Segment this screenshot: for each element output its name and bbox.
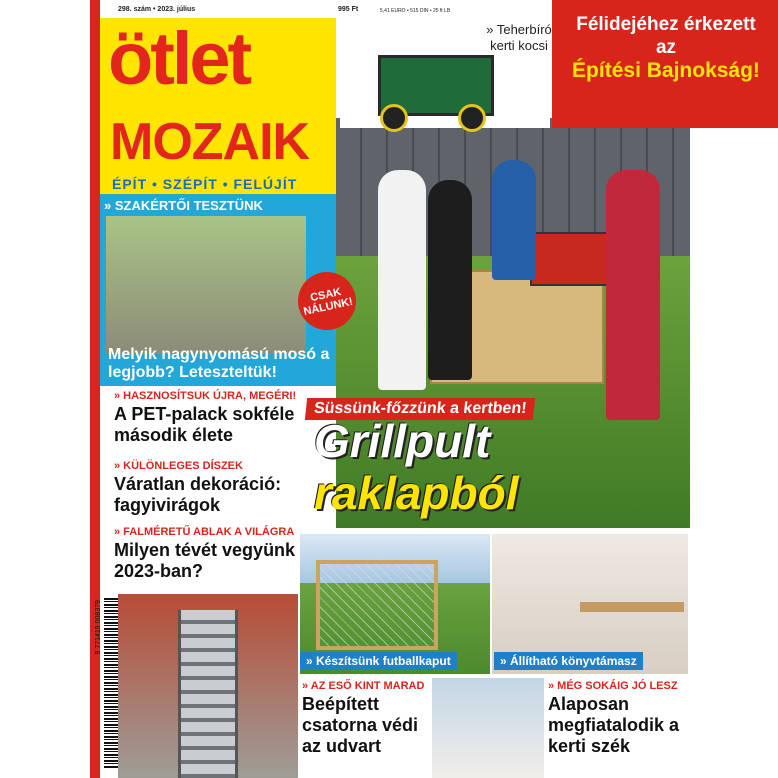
football-caption: » Készítsünk futballkaput (300, 652, 457, 670)
article-kicker: » KÜLÖNLEGES DÍSZEK (114, 460, 243, 472)
splash-line1: Félidejéhez érkezett az (576, 14, 756, 58)
pressure-washer-photo (106, 216, 306, 354)
splash-line2: Építési Bajnokság! (572, 59, 760, 82)
exclusive-badge: CSAK NÁLUNK! (293, 267, 362, 336)
rain-article-title: Beépített csatorna védi az udvart (302, 694, 419, 757)
barcode-number: 9 771419 008379 (95, 600, 102, 655)
cart-promo-label: » Teherbíró kerti kocsi (486, 22, 552, 54)
person-3 (492, 160, 536, 280)
expert-test-question: Melyik nagynyomású mosó a legjobb? Leteszteltük! (108, 346, 330, 382)
red-grill (530, 232, 614, 286)
chair-repair-photo (432, 678, 544, 778)
issue-number-date: 298. szám • 2023. július (118, 6, 196, 13)
foreign-prices: 5,41 EURO • 515 DIN • 25 ft LB (380, 8, 451, 14)
article-pet-bottle (114, 390, 304, 446)
expert-test-header: » SZAKÉRTŐI TESZTÜNK (104, 198, 263, 213)
football-goal (316, 560, 438, 650)
championship-splash (552, 0, 778, 128)
left-red-strip (90, 0, 100, 778)
issue-price: 995 Ft (338, 6, 359, 13)
rain-article-kicker: » AZ ESŐ KINT MARAD (302, 680, 425, 692)
chair-article-kicker: » MÉG SOKÁIG JÓ LESZ (548, 680, 678, 692)
bookshelf-caption: » Állítható könyvtámasz (494, 652, 643, 670)
main-story-headline-2: raklapból (314, 467, 519, 519)
barcode (104, 598, 118, 768)
logo-title-mozaik: MOZAIK (110, 113, 310, 171)
cart-wheel (458, 104, 486, 132)
wall-shelf (580, 602, 684, 612)
article-ice-flowers (114, 460, 304, 516)
article-kicker: » HASZNOSÍTSUK ÚJRA, MEGÉRI! (114, 390, 297, 402)
person-4 (606, 170, 660, 420)
magazine-logo (100, 18, 336, 196)
person-2 (428, 180, 472, 380)
gutter-grate (178, 610, 238, 778)
main-story-subtitle: Süssünk-főzzünk a kertben! (305, 398, 536, 420)
article-kicker: » FALMÉRETŰ ABLAK A VILÁGRA (114, 526, 295, 538)
main-story-headline-1: Grillpult (314, 415, 491, 467)
logo-tagline: ÉPÍT • SZÉPÍT • FELÚJÍT (112, 176, 298, 192)
logo-title-otlet: ötlet (108, 17, 250, 100)
article-title: Milyen tévét vegyünk 2023-ban? (114, 540, 296, 582)
article-title: Váratlan dekoráció: fagyivirágok (114, 474, 282, 516)
article-title: A PET-palack sokféle második élete (114, 404, 295, 446)
chair-article-title: Alaposan megfiatalodik a kerti szék (548, 694, 680, 757)
article-tv (114, 526, 304, 582)
person-1 (378, 170, 426, 390)
cart-wheel (380, 104, 408, 132)
